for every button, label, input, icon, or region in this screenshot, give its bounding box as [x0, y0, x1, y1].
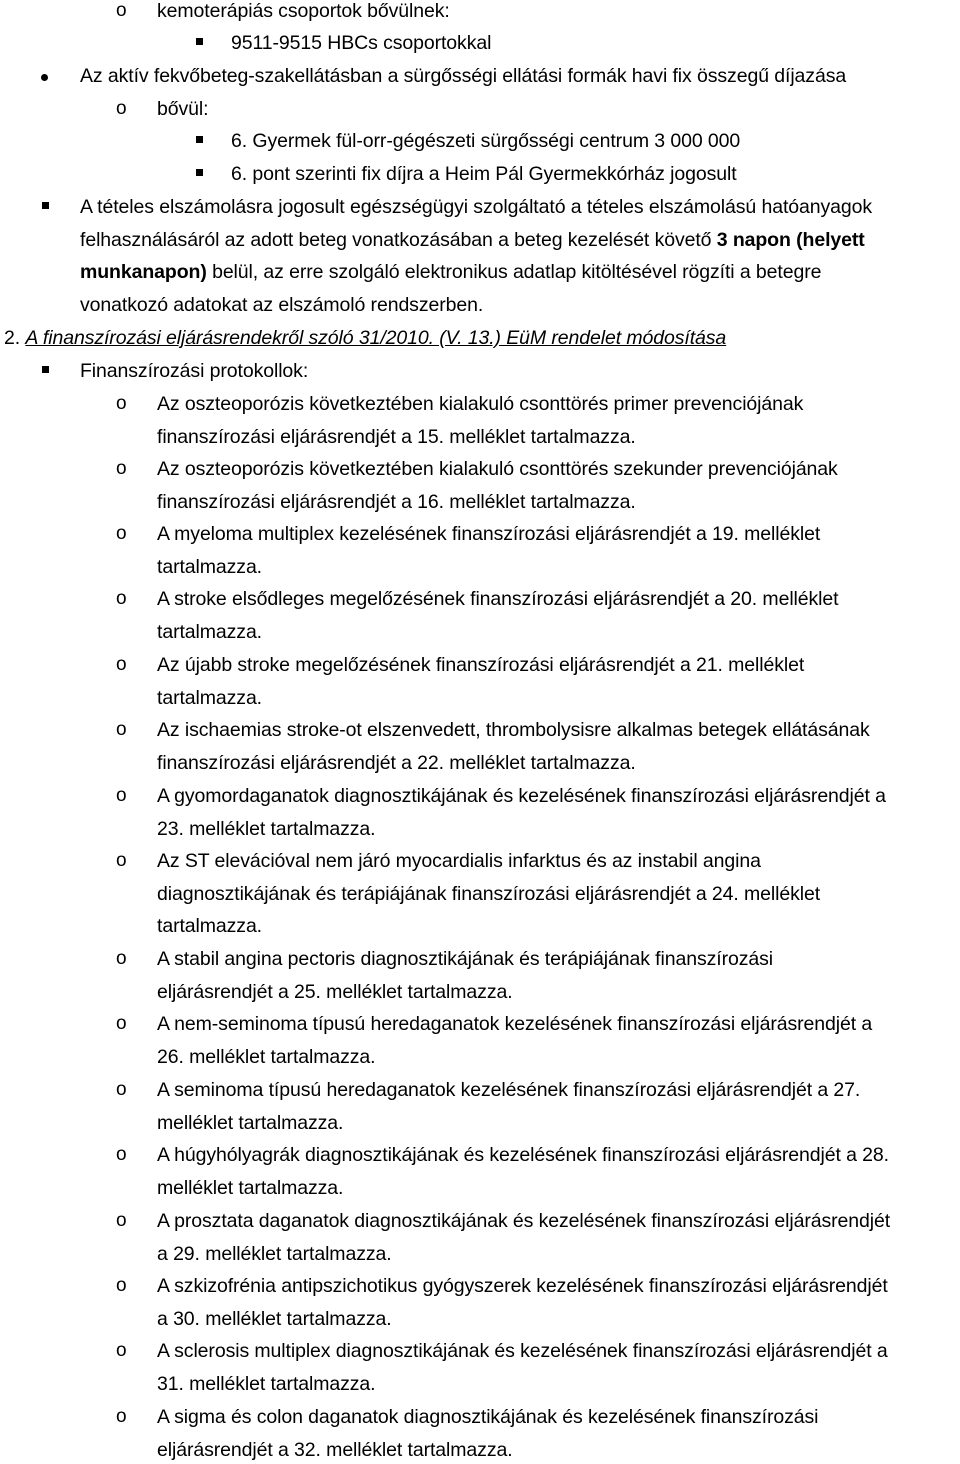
- protocol-item-line: A húgyhólyagrák diagnosztikájának és kezelésének finanszírozási eljárásrendjét a 28.: [157, 1144, 889, 1166]
- list-bullet-o: o: [116, 1013, 127, 1034]
- paragraph-line: [80, 227, 865, 253]
- paragraph-line: vonatkozó adatokat az elszámoló rendszerben.: [80, 294, 484, 316]
- list-bullet-o: o: [116, 523, 127, 544]
- protocol-item-line: Az oszteoporózis következtében kialakuló csonttörés primer prevenciójának: [157, 393, 804, 415]
- list-item-heim: 6. pont szerinti fix díjra a Heim Pál Gyermekkórház jogosult: [231, 163, 737, 185]
- protocol-item-line: tartalmazza.: [157, 915, 263, 938]
- list-item-chemo: kemoterápiás csoportok bővülnek:: [157, 0, 450, 22]
- list-bullet-o: o: [116, 1144, 127, 1165]
- protocol-item-line: a 30. melléklet tartalmazza.: [157, 1307, 392, 1330]
- paragraph-line: [80, 259, 821, 285]
- protocol-item-line: A sclerosis multiplex diagnosztikájának és kezelésének finanszírozási eljárásrendjét a: [157, 1340, 888, 1362]
- protocol-item-line: 31. melléklet tartalmazza.: [157, 1372, 376, 1395]
- protocol-item-line: A stroke elsődleges megelőzésének finanszírozási eljárásrendjét a 20. melléklet: [157, 588, 839, 610]
- list-bullet-o: o: [116, 1275, 127, 1296]
- protocol-item-line: A prosztata daganatok diagnosztikájának és kezelésének finanszírozási eljárásrendjét: [157, 1210, 891, 1232]
- protocol-item-line: A myeloma multiplex kezelésének finanszírozási eljárásrendjét a 19. melléklet: [157, 523, 821, 545]
- list-item-hbcs: 9511-9515 HBCs csoportokkal: [231, 32, 492, 54]
- protocol-item-line: A seminoma típusú heredaganatok kezelésének finanszírozási eljárásrendjét a 27.: [157, 1079, 861, 1101]
- list-bullet-o: o: [116, 1406, 127, 1427]
- paragraph-bold-text: munkanapon): [80, 261, 207, 283]
- list-bullet-o: o: [116, 785, 127, 806]
- list-item-active-care: Az aktív fekvőbeteg-szakellátásban a sürgősségi ellátási formák havi fix összegű díjazása: [80, 65, 847, 87]
- list-bullet-o: o: [116, 588, 127, 609]
- protocol-item-line: finanszírozási eljárásrendjét a 22. melléklet tartalmazza.: [157, 751, 636, 774]
- protocol-item-line: A stabil angina pectoris diagnosztikájának és terápiájának finanszírozási: [157, 948, 773, 970]
- protocol-item-line: tartalmazza.: [157, 555, 263, 578]
- protocol-item-line: Az újabb stroke megelőzésének finanszírozási eljárásrendjét a 21. melléklet: [157, 654, 805, 676]
- paragraph-bold-text: 3 napon (helyett: [716, 229, 865, 251]
- protocol-item-line: 23. melléklet tartalmazza.: [157, 817, 376, 840]
- dot-bullet-icon: [41, 74, 48, 81]
- square-bullet-icon: [42, 366, 49, 373]
- list-bullet-o: o: [116, 719, 127, 740]
- paragraph-text: felhasználásáról az adott beteg vonatkozásában a beteg kezelését követő: [80, 229, 717, 251]
- square-bullet-icon: [42, 202, 49, 209]
- square-bullet-icon: [196, 136, 203, 143]
- list-bullet-o: o: [116, 1210, 127, 1231]
- list-bullet-o: o: [116, 393, 127, 414]
- list-item-center: 6. Gyermek fül-orr-gégészeti sürgősségi centrum 3 000 000: [231, 130, 741, 152]
- list-bullet-o: o: [116, 850, 127, 871]
- protocols-label: Finanszírozási protokollok:: [80, 360, 309, 382]
- protocol-item-line: a 29. melléklet tartalmazza.: [157, 1242, 392, 1265]
- protocol-item-line: diagnosztikájának és terápiájának finanszírozási eljárásrendjét a 24. melléklet: [157, 882, 821, 905]
- protocol-item-line: 26. melléklet tartalmazza.: [157, 1045, 376, 1068]
- list-bullet-o: o: [116, 1340, 127, 1361]
- protocol-item-line: finanszírozási eljárásrendjét a 16. melléklet tartalmazza.: [157, 490, 636, 513]
- section-heading: [4, 325, 726, 351]
- list-bullet-o: o: [116, 948, 127, 969]
- paragraph-text: belül, az erre szolgáló elektronikus adatlap kitöltésével rögzíti a betegre: [206, 261, 822, 283]
- paragraph-line: A tételes elszámolásra jogosult egészségügyi szolgáltató a tételes elszámolású hatóanyagok: [80, 196, 873, 218]
- section-title: A finanszírozási eljárásrendekről szóló 31/2010. (V. 13.) EüM rendelet módosítása: [25, 327, 727, 349]
- protocol-item-line: Az oszteoporózis következtében kialakuló csonttörés szekunder prevenciójának: [157, 458, 838, 480]
- protocol-item-line: Az ischaemias stroke-ot elszenvedett, thrombolysisre alkalmas betegek ellátásának: [157, 719, 870, 741]
- protocol-item-line: eljárásrendjét a 25. melléklet tartalmazza.: [157, 980, 513, 1003]
- list-bullet-o: o: [116, 98, 127, 119]
- section-number: 2.: [4, 327, 21, 349]
- protocol-item-line: finanszírozási eljárásrendjét a 15. melléklet tartalmazza.: [157, 425, 636, 448]
- protocol-item-line: melléklet tartalmazza.: [157, 1111, 344, 1134]
- protocol-item-line: Az ST elevációval nem járó myocardialis infarktus és az instabil angina: [157, 850, 761, 872]
- square-bullet-icon: [196, 38, 203, 45]
- list-bullet-o: o: [116, 654, 127, 675]
- list-bullet-o: o: [116, 1079, 127, 1100]
- protocol-item-line: tartalmazza.: [157, 620, 263, 643]
- list-bullet-o: o: [116, 458, 127, 479]
- protocol-item-line: A nem-seminoma típusú heredaganatok kezelésének finanszírozási eljárásrendjét a: [157, 1013, 873, 1035]
- protocol-item-line: A gyomordaganatok diagnosztikájának és kezelésének finanszírozási eljárásrendjét a: [157, 785, 886, 807]
- protocol-item-line: tartalmazza.: [157, 686, 263, 709]
- square-bullet-icon: [196, 169, 203, 176]
- protocol-item-line: A sigma és colon daganatok diagnosztikájának és kezelésének finanszírozási: [157, 1406, 819, 1428]
- protocol-item-line: A szkizofrénia antipszichotikus gyógyszerek kezelésének finanszírozási eljárásrendjét: [157, 1275, 888, 1297]
- protocol-item-line: eljárásrendjét a 32. melléklet tartalmazza.: [157, 1438, 513, 1461]
- list-item-bovul: bővül:: [157, 98, 209, 120]
- list-bullet-o: o: [116, 0, 127, 21]
- protocol-item-line: melléklet tartalmazza.: [157, 1176, 344, 1199]
